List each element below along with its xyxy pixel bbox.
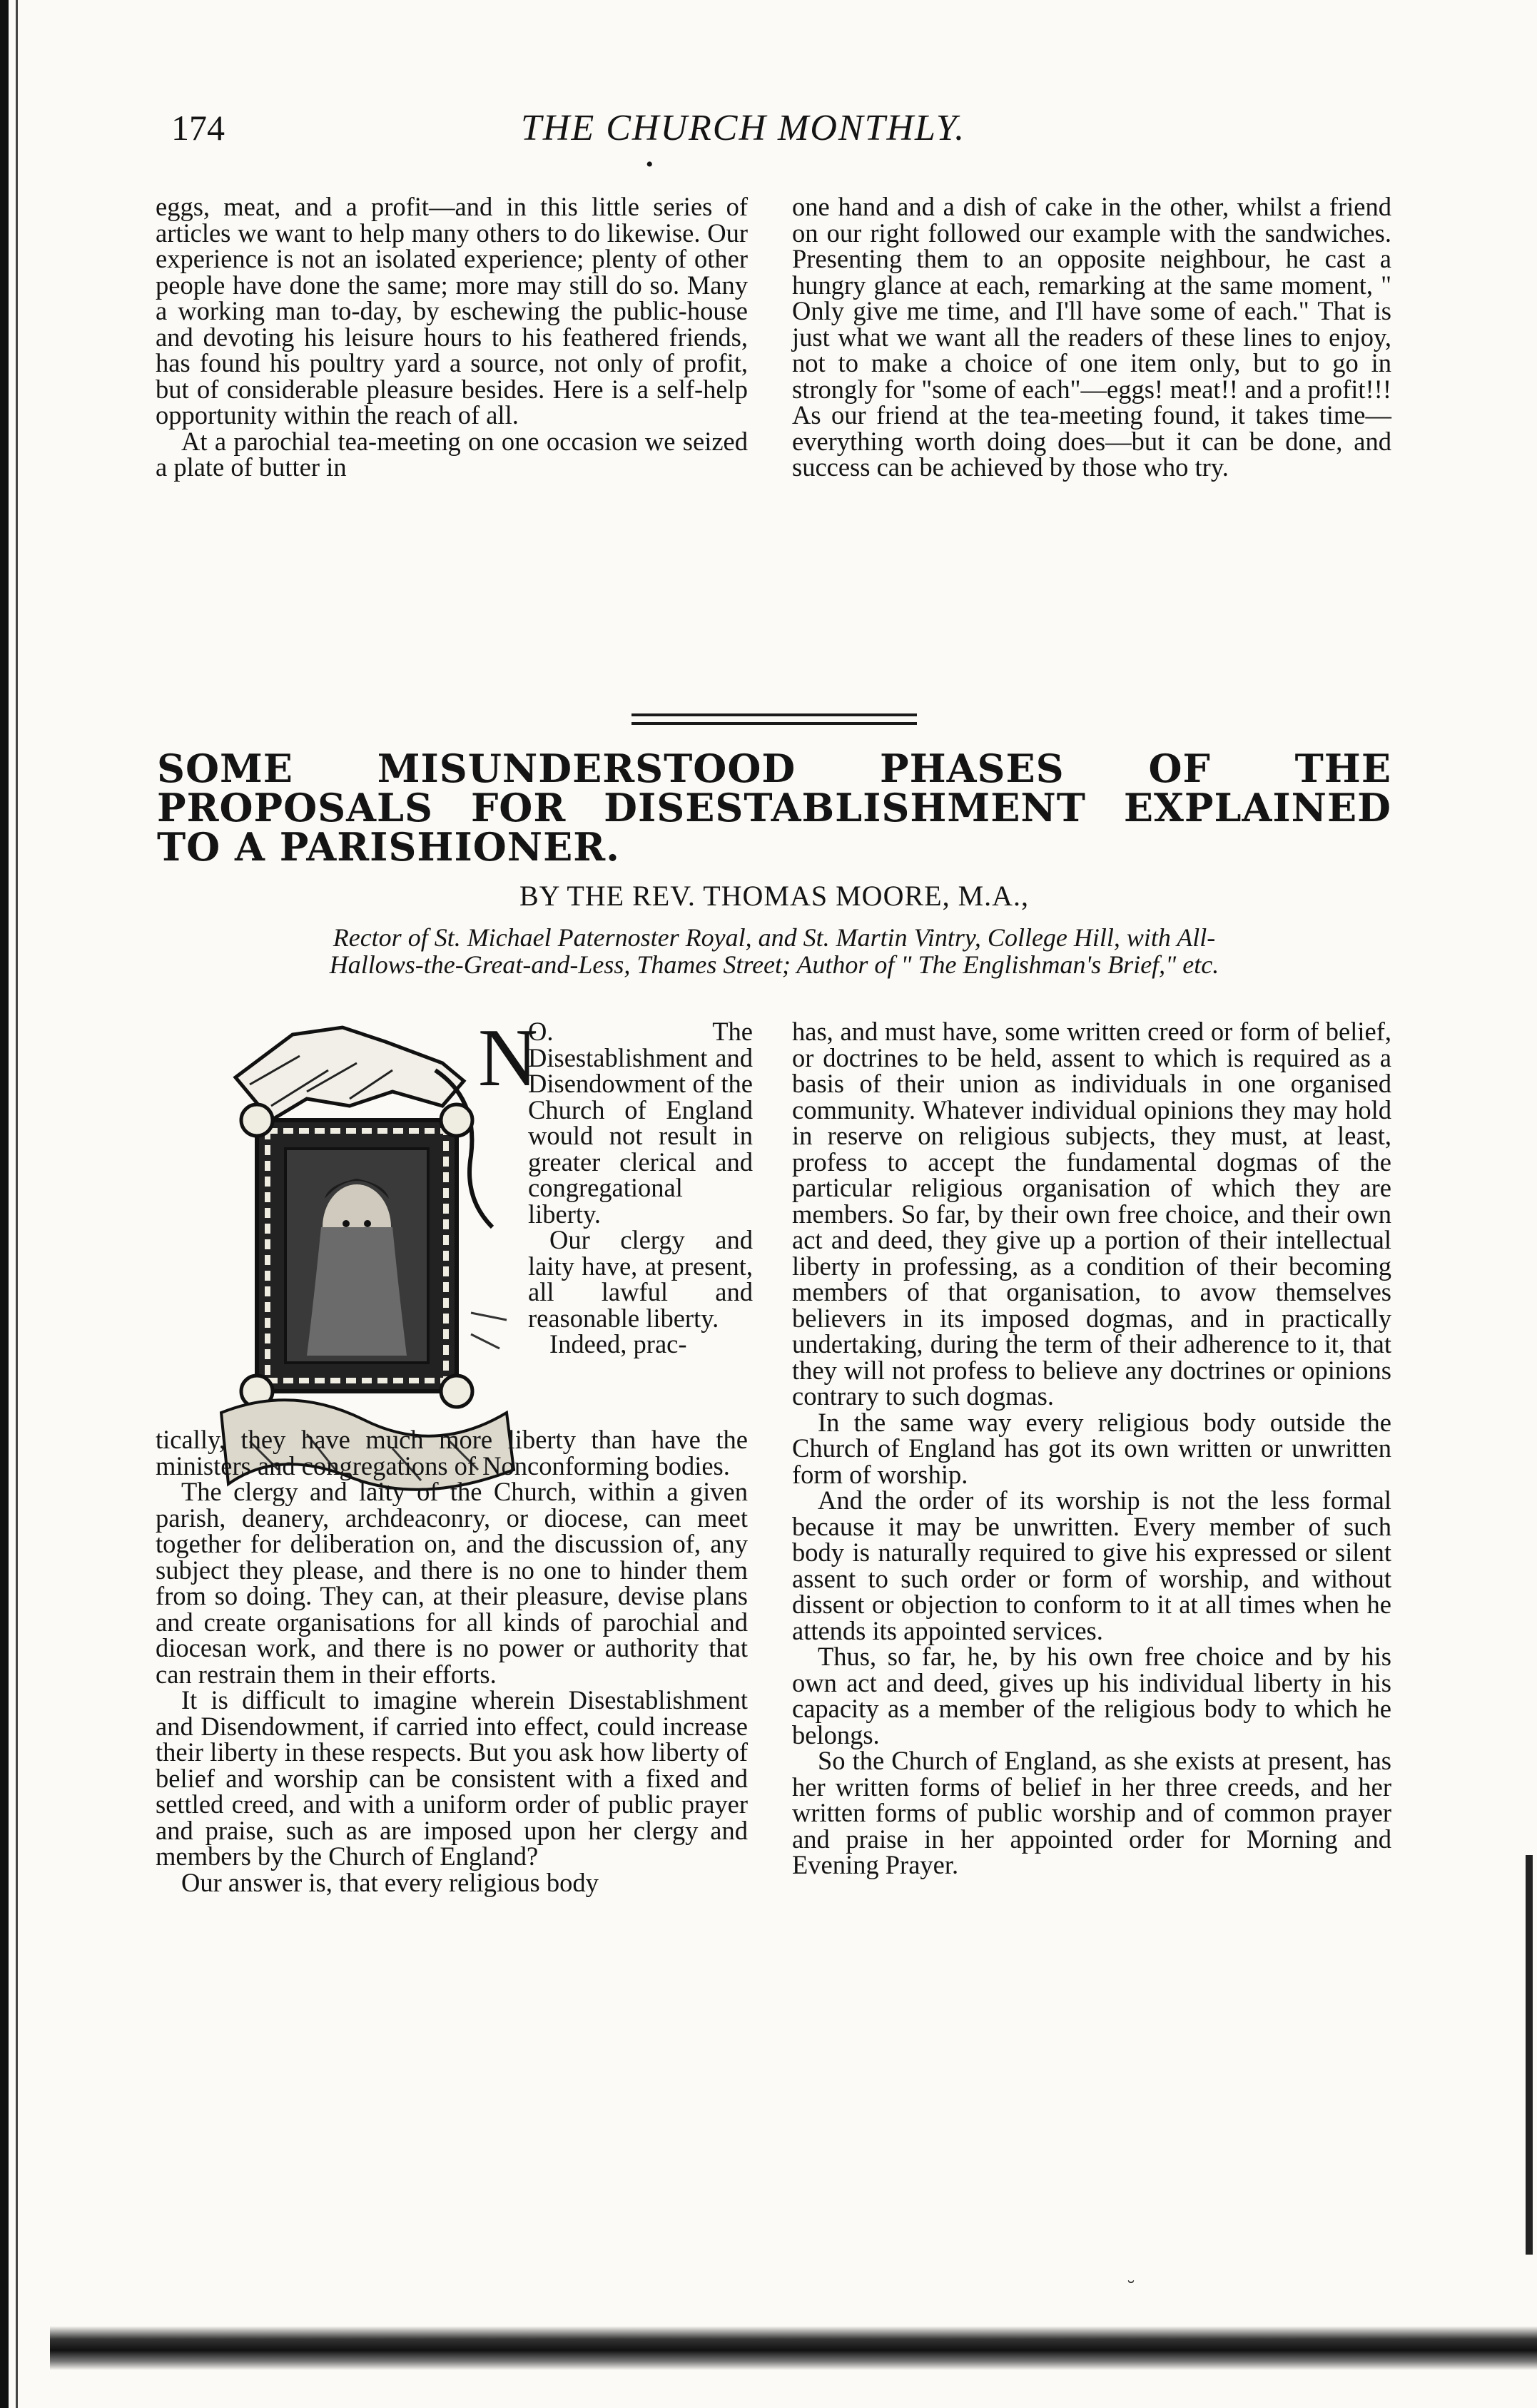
paragraph: The clergy and laity of the Church, within a given parish, deanery, archdeaconry, or diocese, can meet together for deliberation on, and the discussion of, any subject they please, and there is no one to hinder them from so doing. They can, at their pleasure, devise plans and create organisations for all kinds of parochial and diocesan work, and there is no power or authority that can restrain them in their efforts. <box>156 1477 748 1689</box>
paragraph: Our answer is, that every religious body <box>181 1867 599 1897</box>
paragraph: In the same way every religious body outside the Church of England has got its own written or unwritten form of worship. <box>792 1407 1391 1489</box>
paragraph: It is difficult to imagine wherein Disestablishment and Disendowment, if carried into effect, could increase their liberty in these respects. But you ask how liberty of belief and worship can be consistent with a fixed and settled creed, and with a uniform order of public prayer and praise, such as are imposed upon her clergy and members by the Church of England? <box>156 1685 748 1871</box>
section-divider <box>631 713 917 731</box>
paragraph: Our clergy and laity have, at present, all lawful and reasonable liberty. <box>528 1225 753 1333</box>
article-headline: SOME MISUNDERSTOOD PHASES OF THE PROPOSALS FOR DISESTABLISHMENT EXPLAINED TO A PARISHIONER. <box>157 746 1391 870</box>
scan-edge-right <box>1526 1855 1533 2255</box>
paragraph: So the Church of England, as she exists at present, has her written forms of belief in her three creeds, and her written forms of public worship and of common prayer and praise in her appointed order for Morning and Evening Prayer. <box>792 1746 1391 1879</box>
article-right-column <box>792 1019 1391 1879</box>
scan-bottom-band <box>50 2326 1537 2370</box>
paragraph: tically, they have much more liberty than have the ministers and congregations of Nonconforming bodies. <box>156 1425 748 1480</box>
top-left-column <box>156 194 748 481</box>
paragraph: one hand and a dish of cake in the other, whilst a friend on our right followed our example with the sandwiches. Presenting them to an opposite neighbour, he cast a hungry glance at each, remarking at the same moment, " Only give me time, and I'll have some of each." That is just what we want all the readers of these lines to enjoy, not to make a choice of one item only, but to go in strongly for "some of each"—eggs! meat!! and a profit!!! As our friend at the tea-meeting found, it takes time—everything worth doing does—but it can be done, and success can be achieved by those who try. <box>792 192 1391 482</box>
paragraph: At a parochial tea-meeting on one occasion we seized a plate of butter in <box>156 426 748 482</box>
paragraph: O. The Disestablishment and Disendowment of the Church of England would not result in greater clerical and congregational liberty. <box>528 1017 753 1229</box>
paragraph: Indeed, prac- <box>549 1329 687 1358</box>
page-number: 174 <box>171 108 225 148</box>
ornament-dot: • <box>646 153 654 176</box>
scan-edge-left <box>0 0 9 2408</box>
article-lead <box>528 1019 753 1358</box>
top-right-column <box>792 194 1391 481</box>
paragraph: Thus, so far, he, by his own free choice and by his own act and deed, gives up his individual liberty in his capacity as a member of the religious body to which he belongs. <box>792 1642 1391 1749</box>
drop-cap: N <box>478 1012 538 1104</box>
affiliation-line: Rector of St. Michael Paternoster Royal, and St. Martin Vintry, College Hill, with All- <box>333 923 1216 952</box>
scan-edge-line <box>16 0 18 2408</box>
paragraph: has, and must have, some written creed or form of belief, or doctrines to be held, assent to which is required as a basis of their union as individuals in one organised community. Whatever individual opinions they may hold in reserve on religious subjects, they must, at least, profess to accept the fundamental dogmas of the particular religious organisation of which they are members. So far, by their own free choice, and their own act and deed, they give up a portion of their intellectual liberty in professing, as a condition of their becoming members of that organisation, to avow themselves believers in its imposed dogmas, and in practically undertaking, during the term of their adherence to it, that they will not profess to believe any doctrines or opinions contrary to such dogmas. <box>792 1017 1391 1411</box>
paragraph: eggs, meat, and a profit—and in this little series of articles we want to help many others to do likewise. Our experience is not an isolated experience; plenty of other people have done the same; more may still do so. Many a working man to-day, by eschewing the public-house and devoting his leisure hours to his feathered friends, has found his poultry yard a source, not only of profit, but of considerable pleasure besides. Here is a self-help opportunity within the reach of all. <box>156 192 748 430</box>
running-title: THE CHURCH MONTHLY. <box>521 108 966 148</box>
print-speck: ˘ <box>1127 2276 1135 2300</box>
affiliation-line: Hallows-the-Great-and-Less, Thames Street; Author of " The Englishman's Brief," etc. <box>329 950 1219 979</box>
article-left-column <box>156 1427 748 1896</box>
article-byline: BY THE REV. THOMAS MOORE, M.A., <box>519 880 1030 912</box>
author-affiliation <box>150 925 1399 979</box>
paragraph: And the order of its worship is not the less formal because it may be unwritten. Every member of such body is naturally required to give his expressed or silent assent to such order or form of worship, and without dissent or objection to conform to it at all times when he attends its appointed services. <box>792 1485 1391 1645</box>
page-header <box>171 107 1399 164</box>
